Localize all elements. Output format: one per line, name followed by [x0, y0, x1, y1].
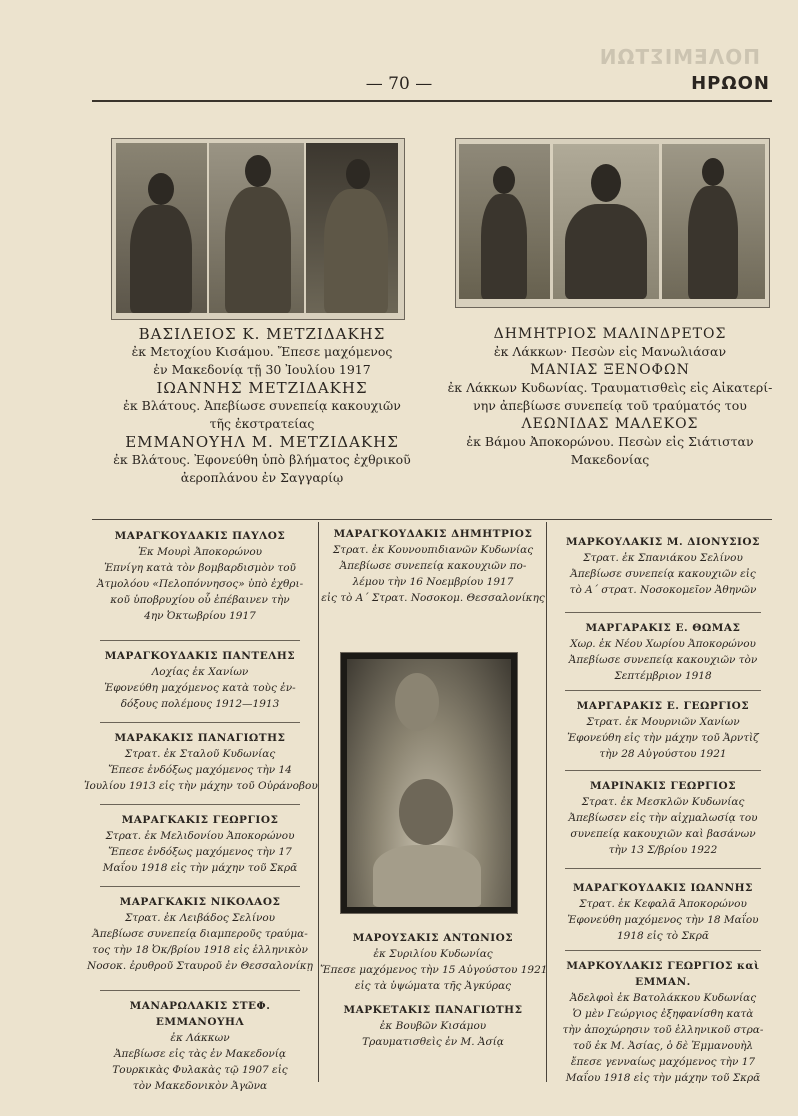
column-divider: [546, 522, 547, 1082]
entry: [84, 528, 316, 624]
entry-line: τὴν 13 Σ/βρίου 1922: [608, 844, 718, 856]
entry: [84, 812, 316, 876]
entry-line: ἐκ Λάκκων: [170, 1032, 230, 1044]
entry-line: Στρατ. ἐκ Μεσκλῶν Κυδωνίας: [581, 796, 745, 808]
entry-line: 4ην Ὀκτωβρίου 1917: [144, 610, 256, 622]
entry-name: ΜΑΡΟΥΣΑΚΙΣ ΑΝΤΩΝΙΟΣ: [352, 932, 514, 944]
entry: [548, 620, 778, 684]
portrait-photo: [306, 143, 398, 313]
entry-name: ΜΑΡΑΓΚΟΥΔΑΚΙΣ ΠΑΥΛΟΣ: [114, 530, 286, 542]
entry: [320, 1002, 546, 1050]
portrait-photo: [459, 144, 550, 299]
entry-line: ἔπεσε γενναίως μαχόμενος τὴν 17: [570, 1056, 756, 1068]
entry-name: ΜΑΡΙΝΑΚΙΣ ΓΕΩΡΓΙΟΣ: [589, 780, 737, 792]
entry-name: ΜΑΡΑΓΚΟΥΔΑΚΙΣ ΙΩΑΝΝΗΣ: [573, 882, 753, 894]
entry: [320, 930, 546, 994]
entry-line: Σεπτέμβριον 1918: [614, 670, 712, 682]
entry-line: 1918 εἰς τὸ Σκρᾶ: [616, 930, 710, 942]
entry-line: Ἀπεβίωσε εἰς τὰς ἐν Μακεδονίᾳ: [113, 1048, 287, 1060]
caption-line: Μακεδονίας: [570, 452, 650, 467]
page-number: — 70 —: [365, 74, 433, 94]
entry-divider: [565, 690, 761, 691]
entry-line: ἐκ Βουβῶν Κισάμου: [379, 1020, 487, 1032]
entry-divider: [100, 886, 300, 887]
caption-line: νην ἀπεβίωσε συνεπείᾳ τοῦ τραύματός του: [473, 398, 747, 413]
caption-line: ἀεροπλάνου ἐν Σαγγαρίῳ: [180, 470, 344, 485]
entry: [548, 698, 778, 762]
caption-line: ἐκ Λάκκων Κυδωνίας. Τραυματισθεὶς εἰς Αἰκατερί-: [447, 380, 773, 395]
entry-line: κοῦ ὑποβρυχίου οὗ ἐπέβαινεν τὴν: [110, 594, 290, 606]
entry-line: Ὁ μὲν Γεώργιος ἐξηφανίσθη κατὰ: [572, 1008, 754, 1020]
entry-line: Νοσοκ. ἐρυθροῦ Σταυροῦ ἐν Θεσσαλονίκῃ: [87, 960, 313, 972]
photo-middle: [340, 652, 518, 914]
entry-line: Τραυματισθεὶς ἐν Μ. Ἀσίᾳ: [362, 1036, 504, 1048]
caption-line: ἐκ Βάμου Ἀποκορώνου. Πεσὼν εἰς Σιάτισταν: [466, 434, 754, 449]
entry-line: Στρατ. ἐκ Μουρνιῶν Χανίων: [586, 716, 740, 728]
entry-divider: [565, 868, 761, 869]
entry-name: ΜΑΡΑΚΑΚΙΣ ΠΑΝΑΓΙΩΤΗΣ: [114, 732, 286, 744]
entry-line: Ἀτμολόου «Πελοπόννησος» ὑπὸ ἐχθρι-: [96, 578, 304, 590]
caption-line: ἐν Μακεδονίᾳ τῇ 30 Ἰουλίου 1917: [153, 362, 371, 377]
entry-line: Ἐπνίγη κατὰ τὸν βομβαρδισμὸν τοῦ: [104, 562, 296, 574]
caption-line: τῆς ἐκστρατείας: [209, 416, 315, 431]
entry-line: Μαΐου 1918 εἰς τὴν μάχην τοῦ Σκρᾶ: [565, 1072, 761, 1084]
entry-line: δόξους πολέμους 1912—1913: [120, 698, 280, 710]
entry-line: συνεπείᾳ κακουχιῶν καὶ βασάνων: [570, 828, 756, 840]
entry-line: Ἐφονεύθη μαχόμενος τὴν 18 Μαΐου: [567, 914, 759, 926]
entry-line: Στρατ. ἐκ Κεφαλᾶ Ἀποκορώνου: [579, 898, 747, 910]
caption-name: ΕΜΜΑΝΟΥΗΛ Μ. ΜΕΤΖΙΔΑΚΗΣ: [125, 433, 399, 451]
entry-line: Λοχίας ἐκ Χανίων: [151, 666, 249, 678]
entry-name: ΜΑΡΚΟΥΛΑΚΙΣ Μ. ΔΙΟΝΥΣΙΟΣ: [566, 536, 760, 548]
entry-line: Ἀπεβίωσεν εἰς τὴν αἰχμαλωσίᾳ του: [568, 812, 758, 824]
entry-divider: [100, 640, 300, 641]
entry-name: ΜΑΡΚΟΥΛΑΚΙΣ ΓΕΩΡΓΙΟΣ καὶ ΕΜΜΑΝ.: [566, 960, 760, 988]
entry-line: Μαΐου 1918 εἰς τὴν μάχην τοῦ Σκρᾶ: [102, 862, 298, 874]
entry-line: Ἀδελφοὶ ἐκ Βατολάκκου Κυδωνίας: [569, 992, 757, 1004]
entry-line: Ἐφονεύθη μαχόμενος κατὰ τοὺς ἐν-: [104, 682, 296, 694]
portrait-photo: [662, 144, 765, 299]
entry: [84, 648, 316, 712]
caption-line: ἐκ Βλάτους. Ἐφονεύθη ὑπὸ βλήματος ἐχθρικοῦ: [113, 452, 411, 467]
entry-divider: [100, 722, 300, 723]
caption-line: ἐκ Μετοχίου Κισάμου. Ἔπεσε μαχόμενος: [131, 344, 393, 359]
entry: [548, 778, 778, 858]
photo-group-right: [455, 138, 770, 308]
entry-line: τὴν 28 Αὐγούστου 1921: [599, 748, 727, 760]
entry-line: Στρατ. ἐκ Σπανιάκου Σελίνου: [583, 552, 743, 564]
caption-name: ΛΕΩΝΙΔΑΣ ΜΑΛΕΚΟΣ: [521, 416, 699, 432]
entry-line: Ἔπεσε ἐνδόξως μαχόμενος τὴν 14: [108, 764, 292, 776]
entry-divider: [565, 950, 761, 951]
entry-divider: [100, 804, 300, 805]
entry-line: Ἀπεβίωσε συνεπείᾳ κακουχιῶν πο-: [339, 560, 527, 572]
section-divider: [92, 519, 772, 520]
portrait-photo: [209, 143, 304, 313]
entry-line: εἰς τὰ ὑψώματα τῆς Ἀγκύρας: [354, 980, 512, 992]
entry: [84, 998, 316, 1094]
entry-name: ΜΑΡΓΑΡΑΚΙΣ Ε. ΓΕΩΡΓΙΟΣ: [576, 700, 750, 712]
entry: [548, 880, 778, 944]
entry-line: Στρατ. ἐκ Μελιδονίου Ἀποκορώνου: [105, 830, 295, 842]
portrait-photo: [553, 144, 659, 299]
entry-line: τοῦ ἐκ Μ. Ἀσίας, ὁ δὲ Ἐμμανουὴλ: [572, 1040, 754, 1052]
entry-line: τὴν ἀποχώρησιν τοῦ ἑλληνικοῦ στρα-: [562, 1024, 764, 1036]
entry-line: τος τὴν 18 Ὀκ/βρίου 1918 εἰς ἑλληνικὸν: [92, 944, 308, 956]
entry-line: Τουρκικὰς Φυλακὰς τῷ 1907 εἰς: [112, 1064, 288, 1076]
caption-line: ἐκ Βλάτους. Ἀπεβίωσε συνεπείᾳ κακουχιῶν: [123, 398, 401, 413]
entry-line: λέμου τὴν 16 Νοεμβρίου 1917: [352, 576, 514, 588]
entry-name: ΜΑΡΚΕΤΑΚΙΣ ΠΑΝΑΓΙΩΤΗΣ: [343, 1004, 523, 1016]
entry-line: τὸ Α΄ στρατ. Νοσοκομεῖον Ἀθηνῶν: [569, 584, 757, 596]
entry-line: εἰς τὸ Α΄ Στρατ. Νοσοκομ. Θεσσαλονίκης: [321, 592, 545, 604]
entry-line: Χωρ. ἐκ Νέου Χωρίου Ἀποκορώνου: [570, 638, 756, 650]
header-rule: [92, 100, 772, 102]
entry-name: ΜΑΡΓΑΡΑΚΙΣ Ε. ΘΩΜΑΣ: [585, 622, 741, 634]
entry-name: ΜΑΡΑΓΚΟΥΔΑΚΙΣ ΠΑΝΤΕΛΗΣ: [104, 650, 296, 662]
entry-divider: [565, 770, 761, 771]
entry-line: Ἔπεσε ἐνδόξως μαχόμενος τὴν 17: [108, 846, 292, 858]
entry-line: Ἀπεβίωσε συνεπείᾳ κακουχιῶν εἰς: [570, 568, 756, 580]
portrait-photo: [116, 143, 207, 313]
entry-line: Ἀπεβίωσε συνεπείᾳ κακουχιῶν τὸν: [568, 654, 758, 666]
column-divider: [318, 522, 319, 1082]
entry: [548, 534, 778, 598]
entry-line: Στρατ. ἐκ Σταλοῦ Κυδωνίας: [124, 748, 276, 760]
photo-group-left: [111, 138, 405, 320]
entry-divider: [100, 990, 300, 991]
portrait-photo: [347, 659, 511, 907]
caption-name: ΔΗΜΗΤΡΙΟΣ ΜΑΛΙΝΔΡΕΤΟΣ: [493, 326, 727, 342]
entry: [548, 958, 778, 1086]
entry-name: ΜΑΡΑΓΚΑΚΙΣ ΓΕΩΡΓΙΟΣ: [121, 814, 279, 826]
entry: [84, 730, 316, 794]
entry-name: ΜΑΡΑΓΚΑΚΙΣ ΝΙΚΟΛΑΟΣ: [119, 896, 281, 908]
entry-line: Ἀπεβίωσε συνεπείᾳ διαμπεροῦς τραύμα-: [92, 928, 308, 940]
caption-name: ΒΑΣΙΛΕΙΟΣ Κ. ΜΕΤΖΙΔΑΚΗΣ: [138, 325, 386, 343]
entry-line: ἐκ Συριλίου Κυδωνίας: [373, 948, 493, 960]
caption-line: ἐκ Λάκκων· Πεσὼν εἰς Μανωλιάσαν: [493, 344, 727, 359]
entry-name: ΜΑΝΑΡΩΛΑΚΙΣ ΣΤΕΦ. ΕΜΜΑΝΟΥΗΛ: [129, 1000, 271, 1028]
caption-left: [92, 325, 432, 487]
entry-line: Στρατ. ἐκ Κουνουπιδιανῶν Κυδωνίας: [332, 544, 534, 556]
entry-line: Στρατ. ἐκ Λειβάδος Σελίνου: [124, 912, 276, 924]
caption-name: ΜΑΝΙΑΣ ΞΕΝΟΦΩΝ: [530, 362, 690, 378]
caption-right: [432, 325, 788, 469]
entry-line: τὸν Μακεδονικὸν Ἀγῶνα: [132, 1080, 268, 1092]
entry-line: Ἔπεσε μαχόμενος τὴν 15 Αὐγούστου 1921: [320, 964, 548, 976]
entry: [84, 894, 316, 974]
entry-divider: [565, 612, 761, 613]
entry-line: Ἐφονεύθη εἰς τὴν μάχην τοῦ Ἀρντὶζ: [567, 732, 759, 744]
entry-name: ΜΑΡΑΓΚΟΥΔΑΚΙΣ ΔΗΜΗΤΡΙΟΣ: [333, 528, 533, 540]
entry: [320, 526, 546, 606]
caption-name: ΙΩΑΝΝΗΣ ΜΕΤΖΙΔΑΚΗΣ: [156, 379, 368, 397]
bleed-through-text: ΠΟΛΕΜΙΣΤΩΝ: [598, 45, 760, 69]
entry-line: Ἐκ Μουρὶ Ἀποκορώνου: [137, 546, 263, 558]
entry-line: Ἰουλίου 1913 εἰς τὴν μάχην τοῦ Οὐράνοβου: [84, 780, 318, 792]
running-title: ΗΡΩΟΝ: [691, 73, 770, 94]
